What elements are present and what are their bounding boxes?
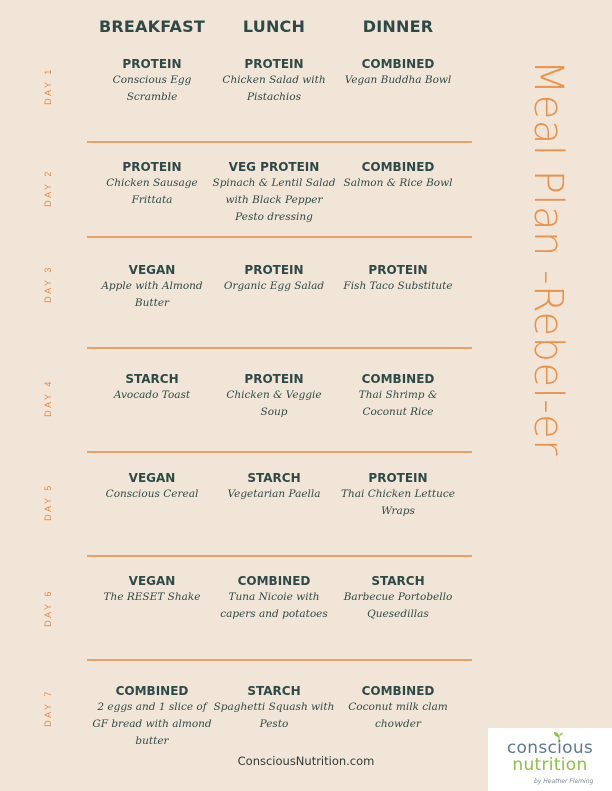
meal-category: STARCH: [247, 471, 301, 485]
meal-category: PROTEIN: [122, 160, 182, 174]
meal-dish: Barbecue Portobello Quesedillas: [343, 591, 453, 620]
meal-dish: Salmon & Rice Bowl: [343, 177, 453, 189]
meal-dish: Vegan Buddha Bowl: [344, 74, 452, 86]
row-divider: [87, 659, 472, 661]
meal-dish: Apple with Almond Butter: [101, 280, 203, 309]
meal-cell: [90, 160, 214, 209]
meal-dish: Organic Egg Salad: [223, 280, 325, 292]
meal-dish: Conscious Cereal: [105, 488, 199, 500]
meal-category: VEGAN: [128, 471, 176, 485]
meal-category: COMBINED: [361, 372, 435, 386]
meal-cell: [90, 263, 214, 312]
row-divider: [87, 451, 472, 453]
row-divider: [87, 141, 472, 143]
meal-cell: [212, 160, 336, 226]
meal-cell: [90, 372, 214, 404]
meal-cell: [90, 684, 214, 750]
meal-category: VEG PROTEIN: [228, 160, 320, 174]
meal-category: COMBINED: [361, 57, 435, 71]
meal-dish: Coconut milk clam chowder: [348, 701, 448, 730]
meal-cell: [90, 471, 214, 503]
meal-category: VEGAN: [128, 574, 176, 588]
meal-category: PROTEIN: [244, 372, 304, 386]
website-url: ConsciousNutrition.com: [237, 754, 375, 768]
row-divider: [87, 555, 472, 557]
meal-category: STARCH: [247, 684, 301, 698]
meal-dish: Chicken Salad with Pistachios: [222, 74, 326, 103]
conscious-nutrition-logo: [488, 728, 612, 791]
meal-category: PROTEIN: [368, 263, 428, 277]
header-breakfast: BREAKFAST: [99, 17, 205, 36]
meal-category: COMBINED: [115, 684, 189, 698]
meal-cell: [336, 574, 460, 623]
logo-line-2: nutrition: [512, 755, 588, 775]
meal-cell: [90, 574, 214, 606]
meal-cell: [336, 57, 460, 89]
meal-cell: [212, 372, 336, 421]
meal-dish: Chicken Sausage Frittata: [106, 177, 198, 206]
meal-cell: [336, 160, 460, 192]
meal-dish: Thai Shrimp & Coconut Rice: [358, 389, 438, 418]
meal-dish: 2 eggs and 1 slice of GF bread with almond butter: [92, 701, 212, 747]
meal-category: STARCH: [371, 574, 425, 588]
header-dinner: DINNER: [362, 17, 434, 36]
meal-dish: Fish Taco Substitute: [343, 280, 453, 292]
meal-cell: [336, 372, 460, 421]
meal-dish: Vegetarian Paella: [227, 488, 321, 500]
meal-dish: Avocado Toast: [113, 389, 191, 401]
meal-category: STARCH: [125, 372, 179, 386]
meal-category: PROTEIN: [122, 57, 182, 71]
meal-dish: Spinach & Lentil Salad with Black Pepper Pesto dressing: [212, 177, 336, 223]
meal-category: COMBINED: [361, 684, 435, 698]
meal-dish: Thai Chicken Lettuce Wraps: [341, 488, 455, 517]
logo-line-1: conscious: [506, 738, 594, 758]
meal-cell: [212, 471, 336, 503]
meal-cell: [336, 471, 460, 520]
meal-dish: Spaghetti Squash with Pesto: [213, 701, 335, 730]
meal-cell: [336, 684, 460, 733]
meal-category: COMBINED: [237, 574, 311, 588]
row-divider: [87, 236, 472, 238]
meal-cell: [336, 263, 460, 295]
meal-cell: [212, 684, 336, 733]
meal-dish: The RESET Shake: [103, 591, 201, 603]
meal-dish: Conscious Egg Scramble: [112, 74, 192, 103]
meal-cell: [212, 263, 336, 295]
meal-category: COMBINED: [361, 160, 435, 174]
meal-category: PROTEIN: [244, 263, 304, 277]
meal-dish: Chicken & Veggie Soup: [226, 389, 322, 418]
header-lunch: LUNCH: [242, 17, 306, 36]
meal-category: PROTEIN: [368, 471, 428, 485]
meal-category: VEGAN: [128, 263, 176, 277]
meal-cell: [212, 57, 336, 106]
row-divider: [87, 347, 472, 349]
logo-tagline: by Heather Fleming: [534, 778, 594, 785]
meal-dish: Tuna Nicoie with capers and potatoes: [220, 591, 328, 620]
meal-category: PROTEIN: [244, 57, 304, 71]
meal-cell: [212, 574, 336, 623]
meal-cell: [90, 57, 214, 106]
